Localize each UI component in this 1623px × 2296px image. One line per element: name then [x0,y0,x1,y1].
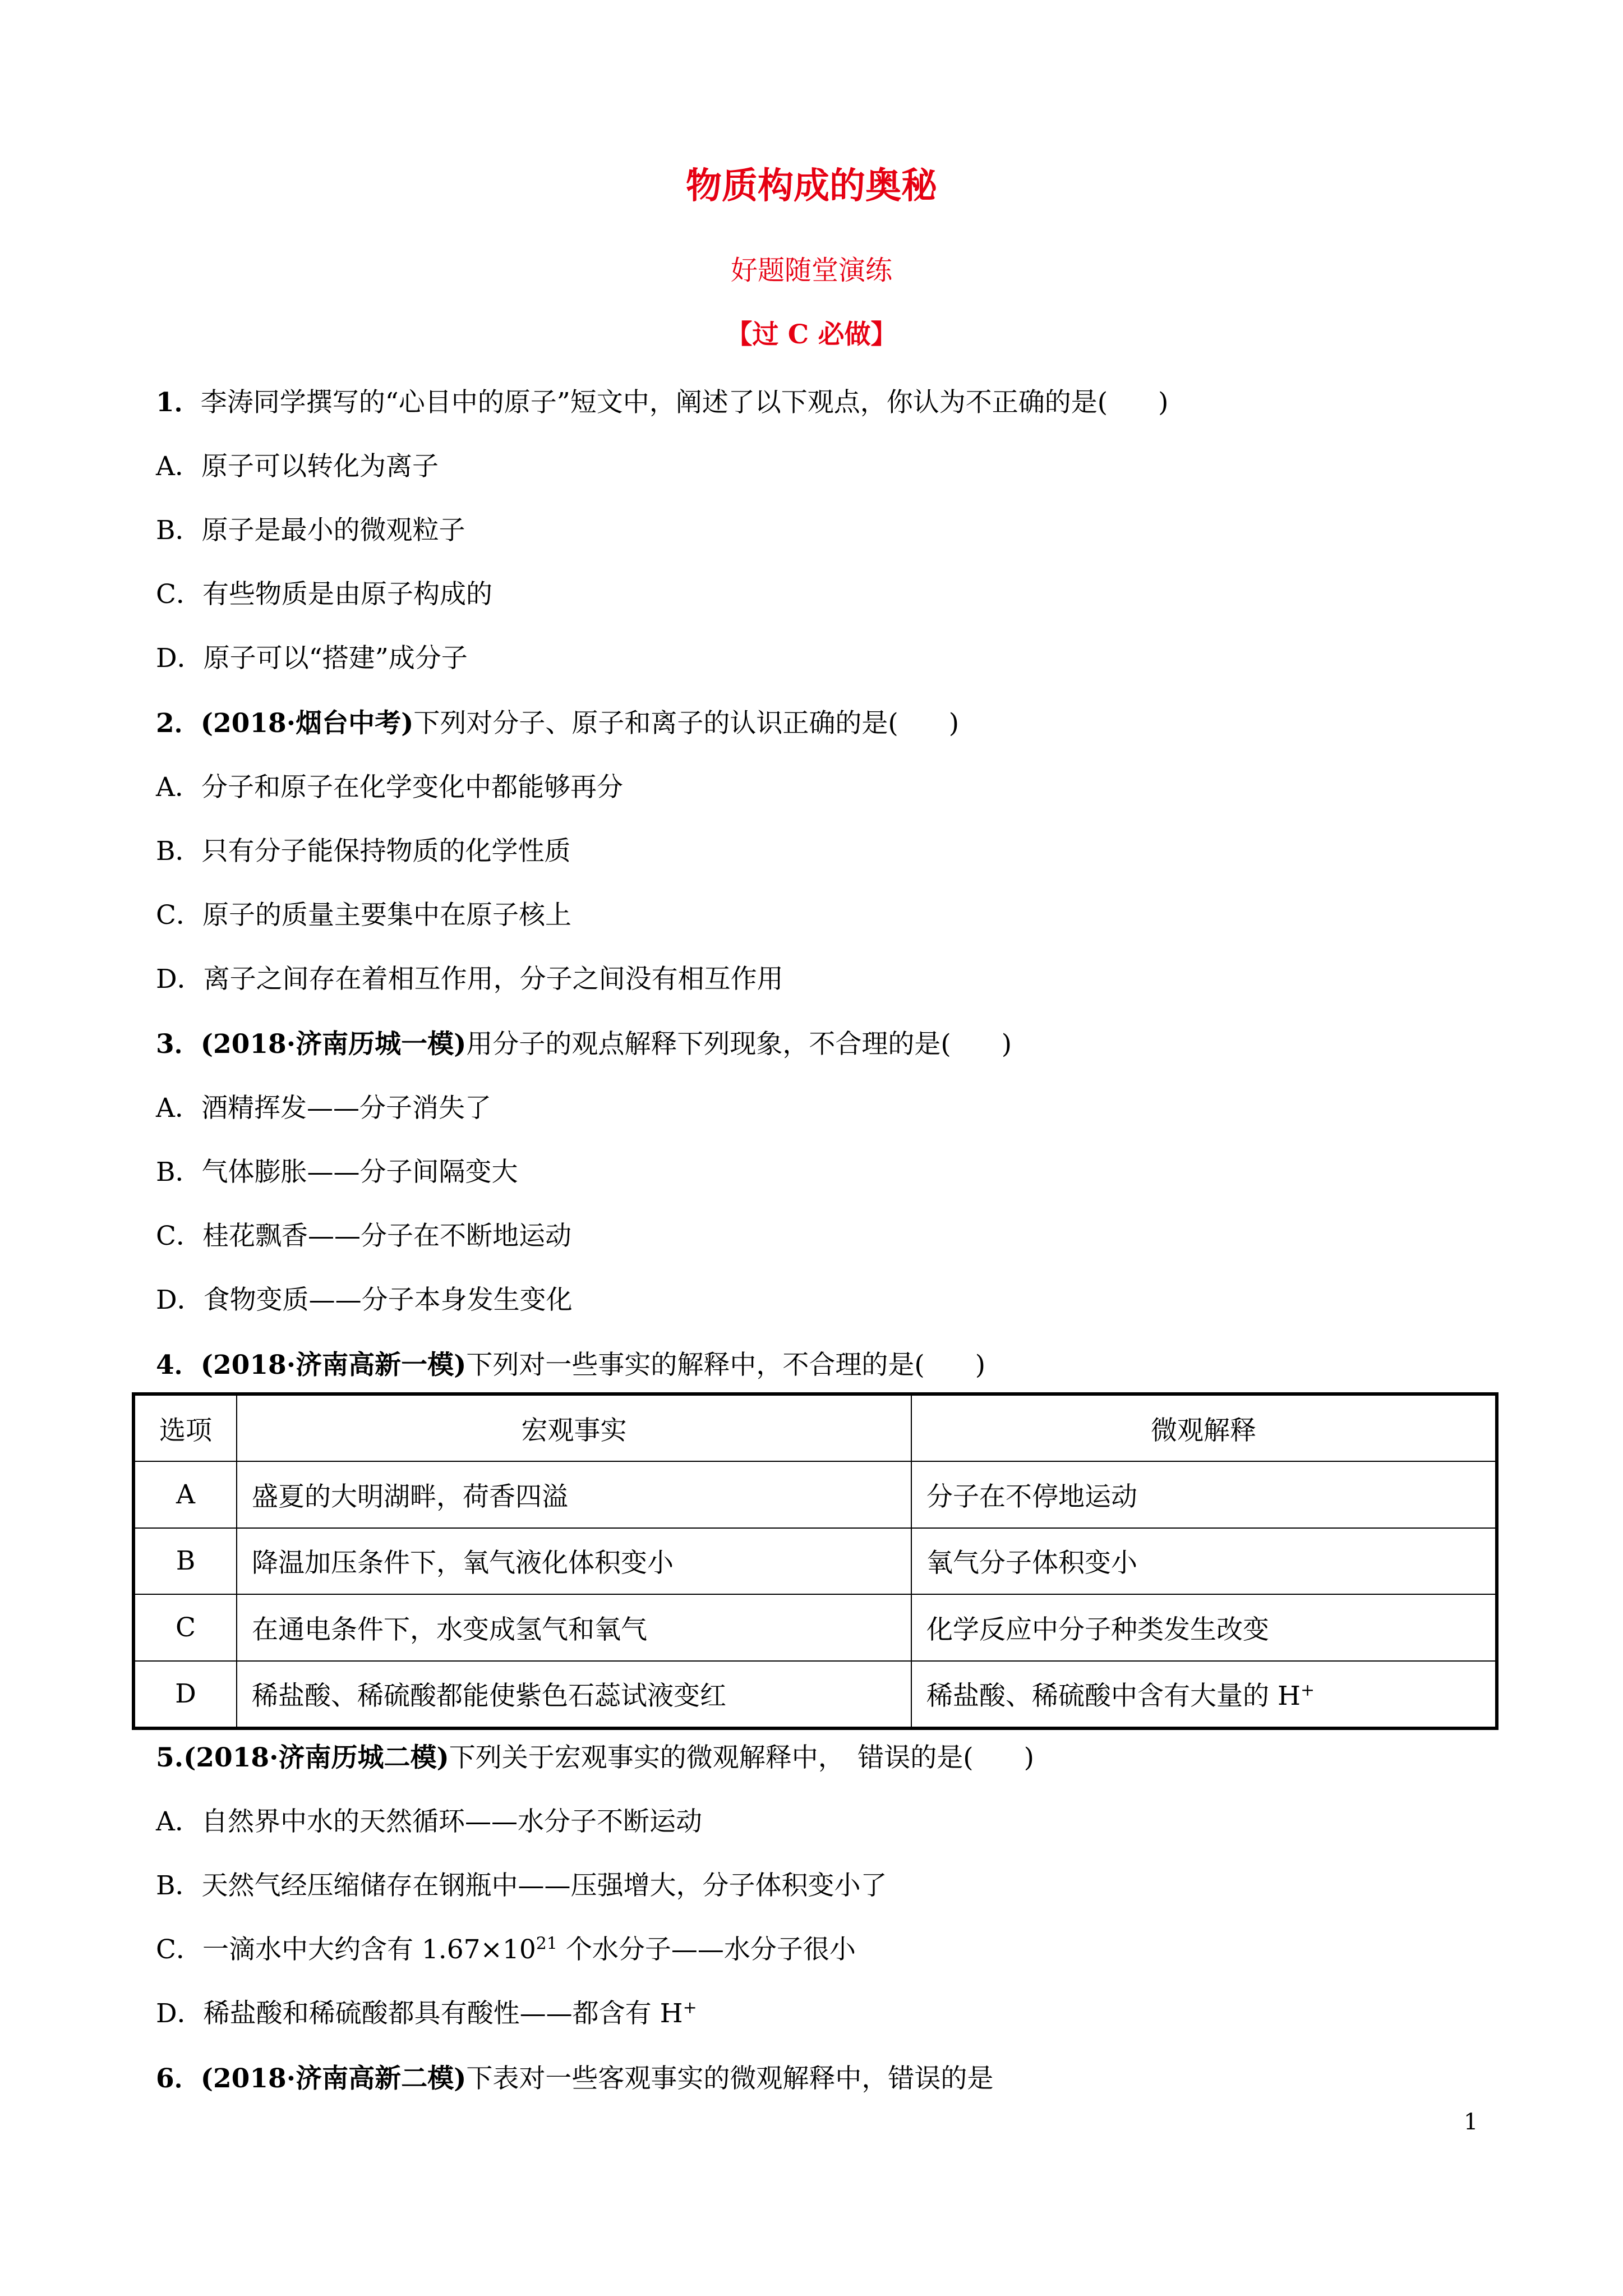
table-row [133,1661,1497,1728]
page-subtitle: 好题随堂演练 [730,255,892,286]
question-number: 1． [156,387,201,418]
table-cell: 氧气分子体积变小 [911,1528,1497,1594]
question-2-option-a: A．分子和原子在化学变化中都能够再分 [156,772,623,803]
table-cell: A [133,1461,237,1527]
answer-close: ) [1001,1029,1012,1060]
question-2-option-b: B．只有分子能保持物质的化学性质 [156,836,571,867]
question-text: 李涛同学撰写的“心目中的原子”短文中，阐述了以下观点，你认为不正确的是( [200,387,1108,418]
table-cell: D [133,1661,237,1728]
answer-close: ) [1158,387,1169,418]
question-1-option-c: C．有些物质是由原子构成的 [156,579,492,610]
question-5-option-b: B．天然气经压缩储存在钢瓶中——压强增大，分子体积变小了 [156,1870,887,1901]
table-row [133,1528,1497,1594]
question-3-option-b: B．气体膨胀——分子间隔变大 [156,1157,518,1188]
answer-close: ) [975,1350,986,1381]
cell-text: 稀盐酸、稀硫酸中含有大量的 H [926,1681,1301,1712]
table-cell: 降温加压条件下，氧气液化体积变小 [237,1528,911,1594]
option-text: 个水分子——水分子很小 [557,1934,856,1965]
question-text: 下表对一些客观事实的微观解释中，错误的是 [466,2063,994,2094]
question-2-stem [156,710,959,737]
question-4-stem [156,1350,986,1381]
answer-close: ) [948,708,960,739]
question-1-option-d: D．原子可以“搭建”成分子 [156,643,468,674]
question-3-option-a: A．酒精挥发——分子消失了 [156,1093,491,1124]
question-5-option-d [156,2000,697,2027]
question-number: 5. [156,1742,184,1773]
question-number: 6． [156,2063,201,2094]
table-header-cell: 宏观事实 [237,1394,911,1461]
table-header-cell: 选项 [133,1394,237,1461]
question-5-option-c [156,1936,856,1963]
table-cell: 在通电条件下，水变成氢气和氧气 [237,1594,911,1660]
table-cell: 化学反应中分子种类发生改变 [911,1594,1497,1660]
table-cell: C [133,1594,237,1660]
question-source: (2018·济南高新一模) [200,1350,467,1381]
table-cell: 盛夏的大明湖畔，荷香四溢 [237,1461,911,1527]
question-text: 用分子的观点解释下列现象，不合理的是( [466,1029,951,1060]
table-row [133,1594,1497,1660]
question-5-stem [156,1742,1034,1773]
superscript: + [1300,1680,1315,1700]
table-row [133,1461,1497,1527]
section-tag: 【过 C 必做】 [726,319,897,350]
question-number: 2． [156,708,201,739]
option-text: C．一滴水中大约含有 1.67×10 [156,1934,536,1965]
question-1-option-a: A．原子可以转化为离子 [156,451,439,482]
question-3-option-c: C．桂花飘香——分子在不断地运动 [156,1221,571,1251]
question-number: 3． [156,1029,201,1060]
superscript: 21 [536,1934,557,1954]
table-cell: 分子在不停地运动 [911,1461,1497,1527]
table-header-cell: 微观解释 [911,1394,1497,1461]
table-header-row [133,1394,1497,1461]
question-3-option-d: D．食物变质——分子本身发生变化 [156,1285,573,1315]
question-1-stem [156,389,1168,416]
page-number: 1 [1464,2109,1478,2135]
table-cell: B [133,1528,237,1594]
question-source: (2018·济南历城二模) [183,1742,449,1773]
question-2-option-d: D．离子之间存在着相互作用，分子之间没有相互作用 [156,964,783,995]
question-source: (2018·烟台中考) [200,708,414,739]
question-3-stem [156,1029,1012,1060]
question-source: (2018·济南历城一模) [200,1029,467,1060]
table-cell [911,1661,1497,1728]
option-text: D．稀盐酸和稀硫酸都具有酸性——都含有 H [156,1998,683,2029]
question-2-option-c: C．原子的质量主要集中在原子核上 [156,900,571,931]
question-source: (2018·济南高新二模) [200,2063,467,2094]
question-6-stem [156,2065,993,2092]
question-1-option-b: B．原子是最小的微观粒子 [156,515,465,546]
question-text: 下列对一些事实的解释中，不合理的是( [466,1350,925,1381]
question-4-table [132,1392,1498,1730]
question-text: 下列对分子、原子和离子的认识正确的是( [413,708,898,739]
page-title: 物质构成的奥秘 [686,165,937,207]
table-cell: 稀盐酸、稀硫酸都能使紫色石蕊试液变红 [237,1661,911,1728]
superscript: + [683,1998,697,2018]
question-5-option-a: A．自然界中水的天然循环——水分子不断运动 [156,1806,702,1837]
question-number: 4． [156,1350,201,1381]
question-text: 下列关于宏观事实的微观解释中， 错误的是( [449,1742,974,1773]
answer-close: ) [1023,1742,1034,1773]
